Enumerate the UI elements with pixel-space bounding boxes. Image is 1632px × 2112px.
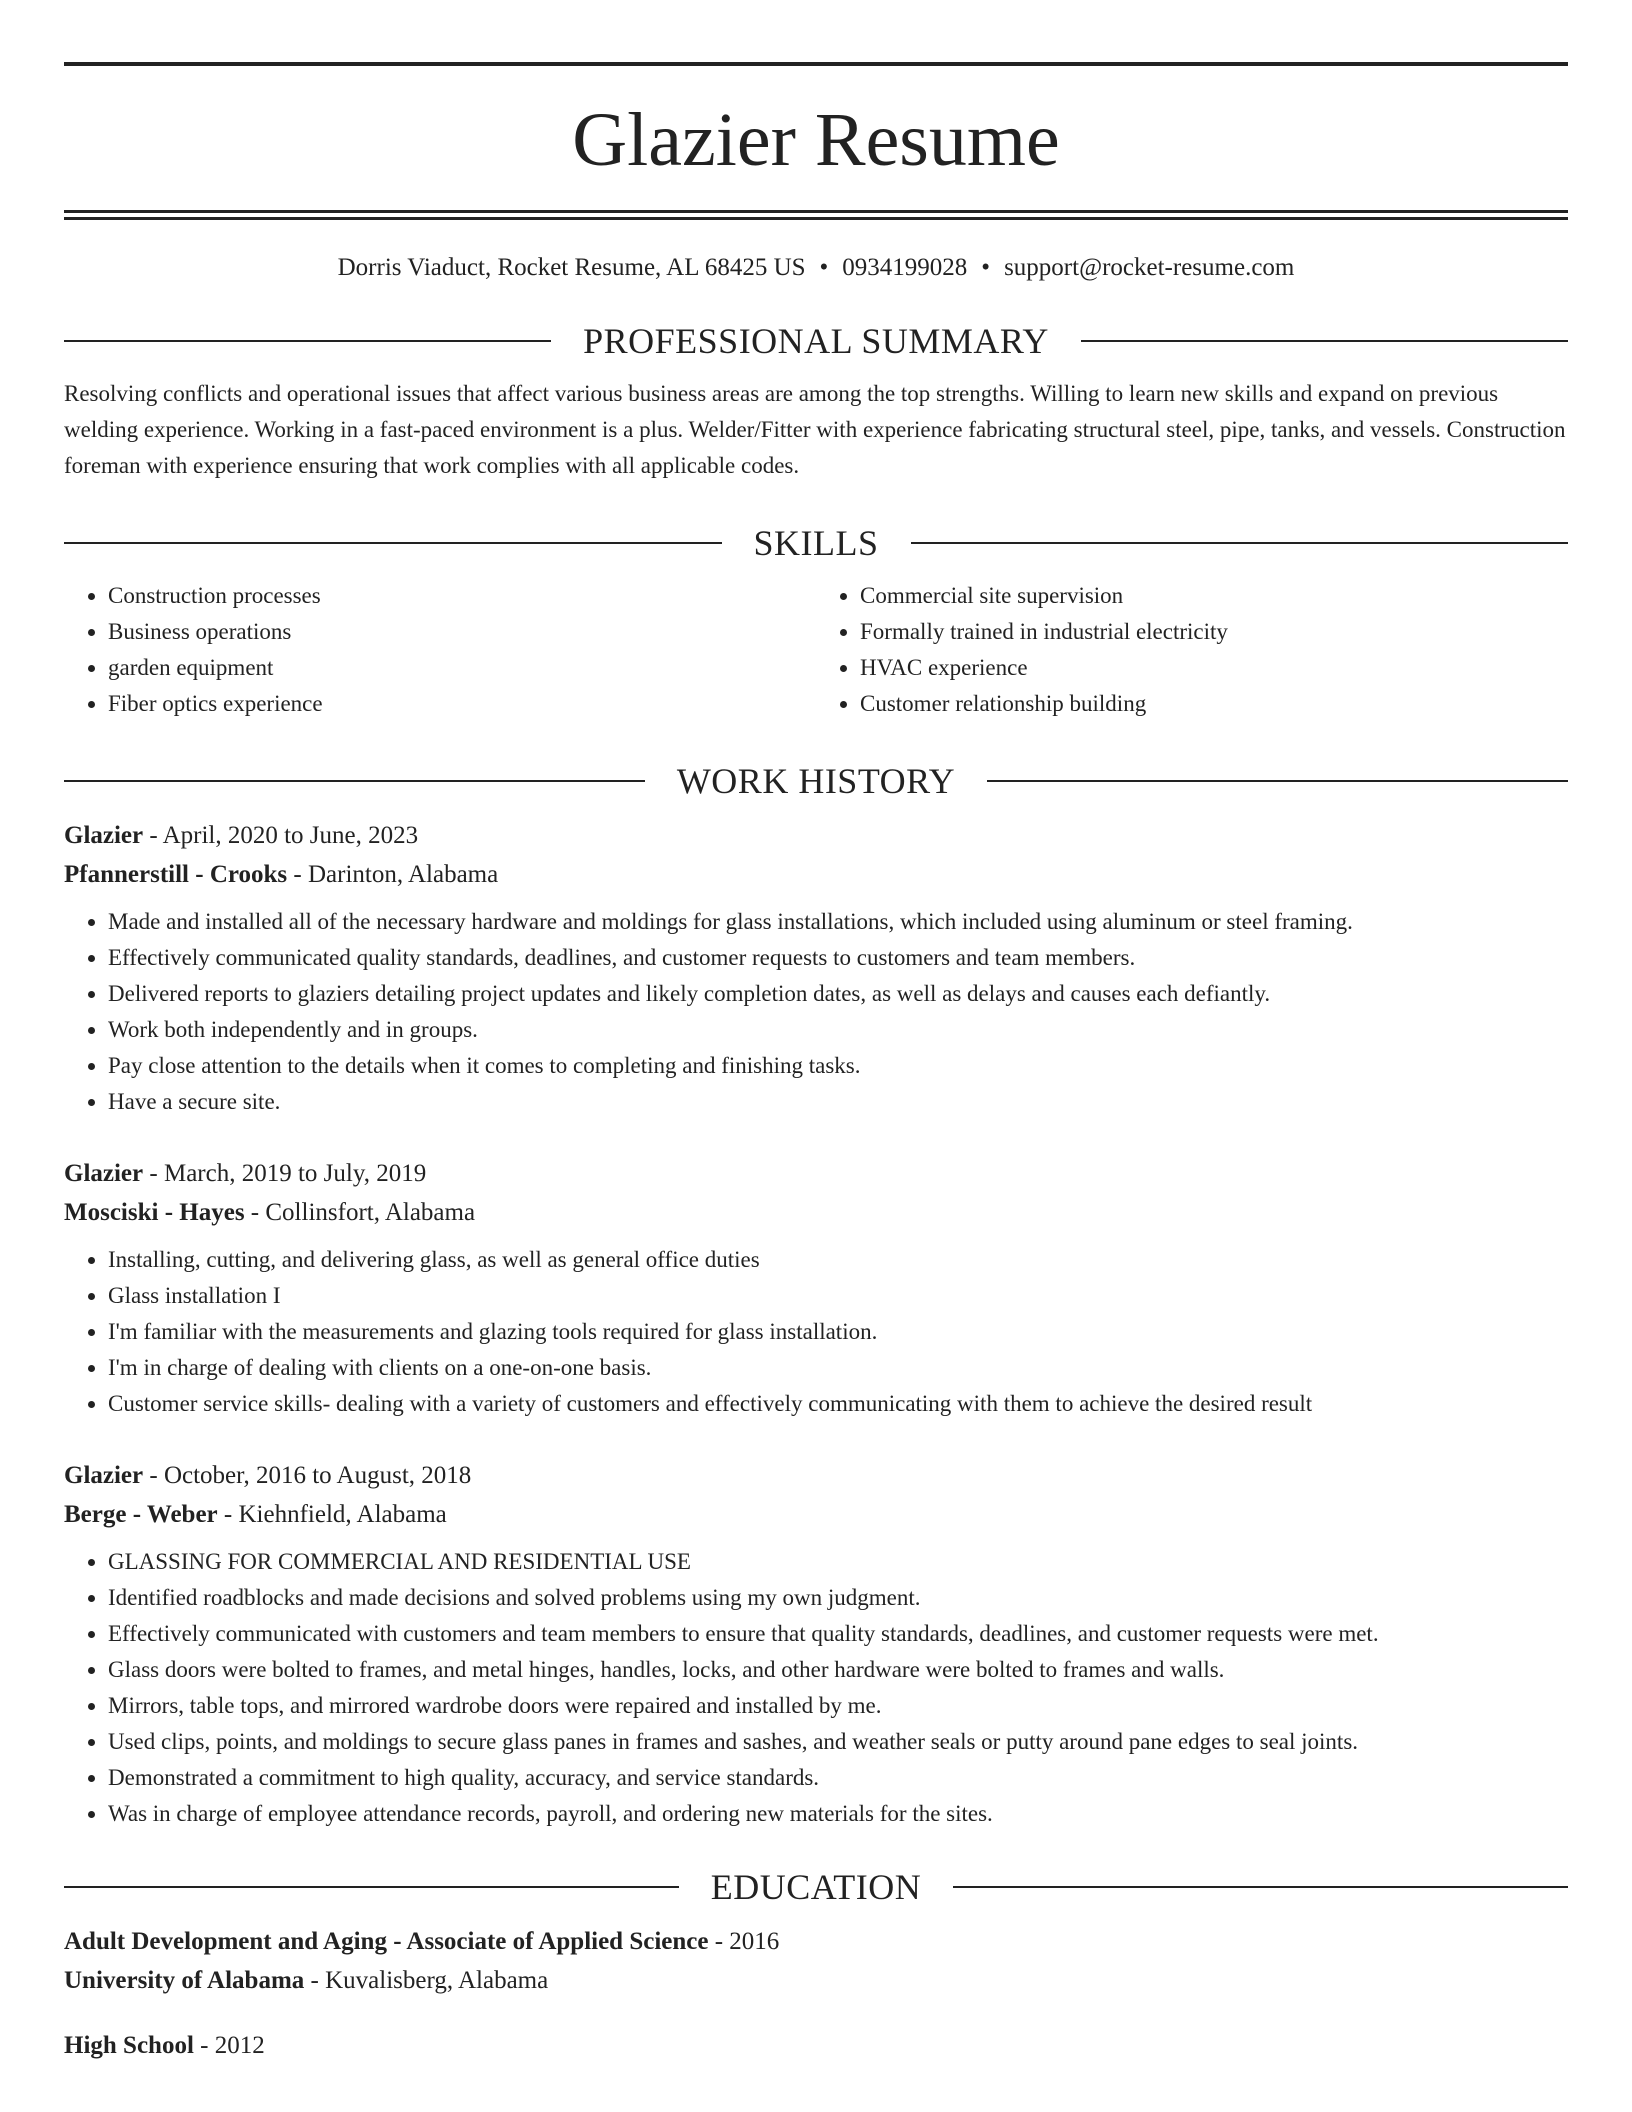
education-school: University of Alabama bbox=[64, 1967, 305, 1994]
education-school-line bbox=[64, 1961, 1568, 2000]
title-double-rule bbox=[64, 210, 1568, 220]
contact-phone: 0934199028 bbox=[842, 254, 968, 281]
top-rule bbox=[64, 62, 1568, 66]
job-company: Berge - Weber bbox=[64, 1501, 218, 1528]
job-company: Pfannerstill - Crooks bbox=[64, 861, 288, 888]
skill-item: • Fiber optics experience bbox=[108, 686, 816, 722]
summary-text: Resolving conflicts and operational issues that affect various business areas are among the top strengths. Willing to learn new skills and expand on previous welding experience. Working in a fast-paced environment is a plus. Welder/Fitter with experience fabricating structural steel, pipe, tanks, and vessels. Construction foreman with experience ensuring that work complies with all applicable codes. bbox=[64, 381, 1566, 478]
resume-title: Glazier Resume bbox=[572, 98, 1060, 182]
divider-line bbox=[64, 340, 551, 342]
job-entry bbox=[64, 1154, 1568, 1422]
job-bullet: • Customer service skills- dealing with a variety of customers and effectively communicating with them to achieve the desired result bbox=[108, 1386, 1568, 1422]
job-bullet: • Have a secure site. bbox=[108, 1084, 1568, 1120]
job-title-line bbox=[64, 1154, 1568, 1193]
job-bullet: • Glass installation I bbox=[108, 1278, 1568, 1314]
skills-column-left bbox=[64, 578, 816, 722]
education-degree-line bbox=[64, 1922, 1568, 1961]
job-dates: - March, 2019 to July, 2019 bbox=[143, 1160, 427, 1187]
divider-line bbox=[1081, 340, 1568, 342]
job-location: - Collinsfort, Alabama bbox=[244, 1199, 476, 1226]
job-company-line bbox=[64, 1495, 1568, 1534]
education-year: - 2012 bbox=[193, 2032, 265, 2059]
skill-item: • Construction processes bbox=[108, 578, 816, 614]
job-bullet: • Made and installed all of the necessary hardware and moldings for glass installations, which included using aluminum or steel framing. bbox=[108, 904, 1568, 940]
job-bullet: • Was in charge of employee attendance records, payroll, and ordering new materials for the sites. bbox=[108, 1796, 1568, 1832]
job-title-line bbox=[64, 816, 1568, 855]
section-title: WORK HISTORY bbox=[676, 761, 956, 801]
divider-line bbox=[953, 1886, 1568, 1888]
job-bullets bbox=[64, 904, 1568, 1120]
section-title: PROFESSIONAL SUMMARY bbox=[583, 321, 1049, 361]
section-header-education bbox=[64, 1866, 1568, 1908]
section-title: EDUCATION bbox=[710, 1867, 922, 1907]
job-bullet: • Mirrors, table tops, and mirrored wardrobe doors were repaired and installed by me. bbox=[108, 1688, 1568, 1724]
skill-item: • Formally trained in industrial electricity bbox=[860, 614, 1568, 650]
job-dates: - October, 2016 to August, 2018 bbox=[143, 1462, 472, 1489]
education-degree-line bbox=[64, 2026, 1568, 2065]
divider-line bbox=[987, 780, 1568, 782]
job-entry bbox=[64, 816, 1568, 1120]
contact-separator: • bbox=[819, 254, 829, 281]
job-bullet: • Used clips, points, and moldings to secure glass panes in frames and sashes, and weather seals or putty around pane edges to seal joints. bbox=[108, 1724, 1568, 1760]
skills-column-right bbox=[816, 578, 1568, 722]
section-header-work bbox=[64, 760, 1568, 802]
education-year: - 2016 bbox=[708, 1928, 780, 1955]
skill-item: • Customer relationship building bbox=[860, 686, 1568, 722]
skill-item: • Business operations bbox=[108, 614, 816, 650]
job-location: - Darinton, Alabama bbox=[287, 861, 499, 888]
education-degree: Adult Development and Aging - Associate of Applied Science bbox=[64, 1928, 709, 1955]
skill-item: • garden equipment bbox=[108, 650, 816, 686]
job-dates: - April, 2020 to June, 2023 bbox=[143, 822, 419, 849]
section-title: SKILLS bbox=[753, 523, 879, 563]
job-title: Glazier bbox=[64, 822, 144, 849]
section-header-summary bbox=[64, 320, 1568, 362]
divider-line bbox=[64, 542, 722, 544]
divider-line bbox=[64, 1886, 679, 1888]
job-title: Glazier bbox=[64, 1462, 144, 1489]
job-bullet: • Delivered reports to glaziers detailing project updates and likely completion dates, as well as delays and causes each defiantly. bbox=[108, 976, 1568, 1012]
education-location: - Kuvalisberg, Alabama bbox=[304, 1967, 549, 1994]
job-bullets bbox=[64, 1242, 1568, 1422]
divider-line bbox=[64, 780, 645, 782]
job-bullets bbox=[64, 1544, 1568, 1832]
job-bullet: • Pay close attention to the details when it comes to completing and finishing tasks. bbox=[108, 1048, 1568, 1084]
divider-line bbox=[911, 542, 1569, 544]
job-bullet: • Demonstrated a commitment to high quality, accuracy, and service standards. bbox=[108, 1760, 1568, 1796]
job-location: - Kiehnfield, Alabama bbox=[217, 1501, 447, 1528]
job-company-line bbox=[64, 855, 1568, 894]
contact-address: Dorris Viaduct, Rocket Resume, AL 68425 US bbox=[337, 254, 806, 281]
job-title-line bbox=[64, 1456, 1568, 1495]
contact-line bbox=[64, 254, 1568, 282]
job-bullet: • Glass doors were bolted to frames, and metal hinges, handles, locks, and other hardware were bolted to frames and walls. bbox=[108, 1652, 1568, 1688]
job-bullet: • Work both independently and in groups. bbox=[108, 1012, 1568, 1048]
section-header-skills bbox=[64, 522, 1568, 564]
job-bullet: • I'm familiar with the measurements and glazing tools required for glass installation. bbox=[108, 1314, 1568, 1350]
contact-email: support@rocket-resume.com bbox=[1004, 254, 1295, 281]
job-entry bbox=[64, 1456, 1568, 1832]
skill-item: • Commercial site supervision bbox=[860, 578, 1568, 614]
contact-separator: • bbox=[981, 254, 991, 281]
skills-list bbox=[64, 578, 1568, 722]
skill-item: • HVAC experience bbox=[860, 650, 1568, 686]
job-bullet: • Identified roadblocks and made decisions and solved problems using my own judgment. bbox=[108, 1580, 1568, 1616]
job-company-line bbox=[64, 1193, 1568, 1232]
job-company: Mosciski - Hayes bbox=[64, 1199, 245, 1226]
education-entry bbox=[64, 1922, 1568, 2000]
job-bullet: • Installing, cutting, and delivering glass, as well as general office duties bbox=[108, 1242, 1568, 1278]
job-bullet: • I'm in charge of dealing with clients on a one-on-one basis. bbox=[108, 1350, 1568, 1386]
job-bullet: • GLASSING FOR COMMERCIAL AND RESIDENTIAL USE bbox=[108, 1544, 1568, 1580]
job-bullet: • Effectively communicated quality standards, deadlines, and customer requests to customers and team members. bbox=[108, 940, 1568, 976]
education-entry bbox=[64, 2026, 1568, 2065]
resume-page bbox=[64, 0, 1568, 2065]
job-title: Glazier bbox=[64, 1160, 144, 1187]
education-degree: High School bbox=[64, 2032, 194, 2059]
job-bullet: • Effectively communicated with customers and team members to ensure that quality standards, deadlines, and customer requests were met. bbox=[108, 1616, 1568, 1652]
